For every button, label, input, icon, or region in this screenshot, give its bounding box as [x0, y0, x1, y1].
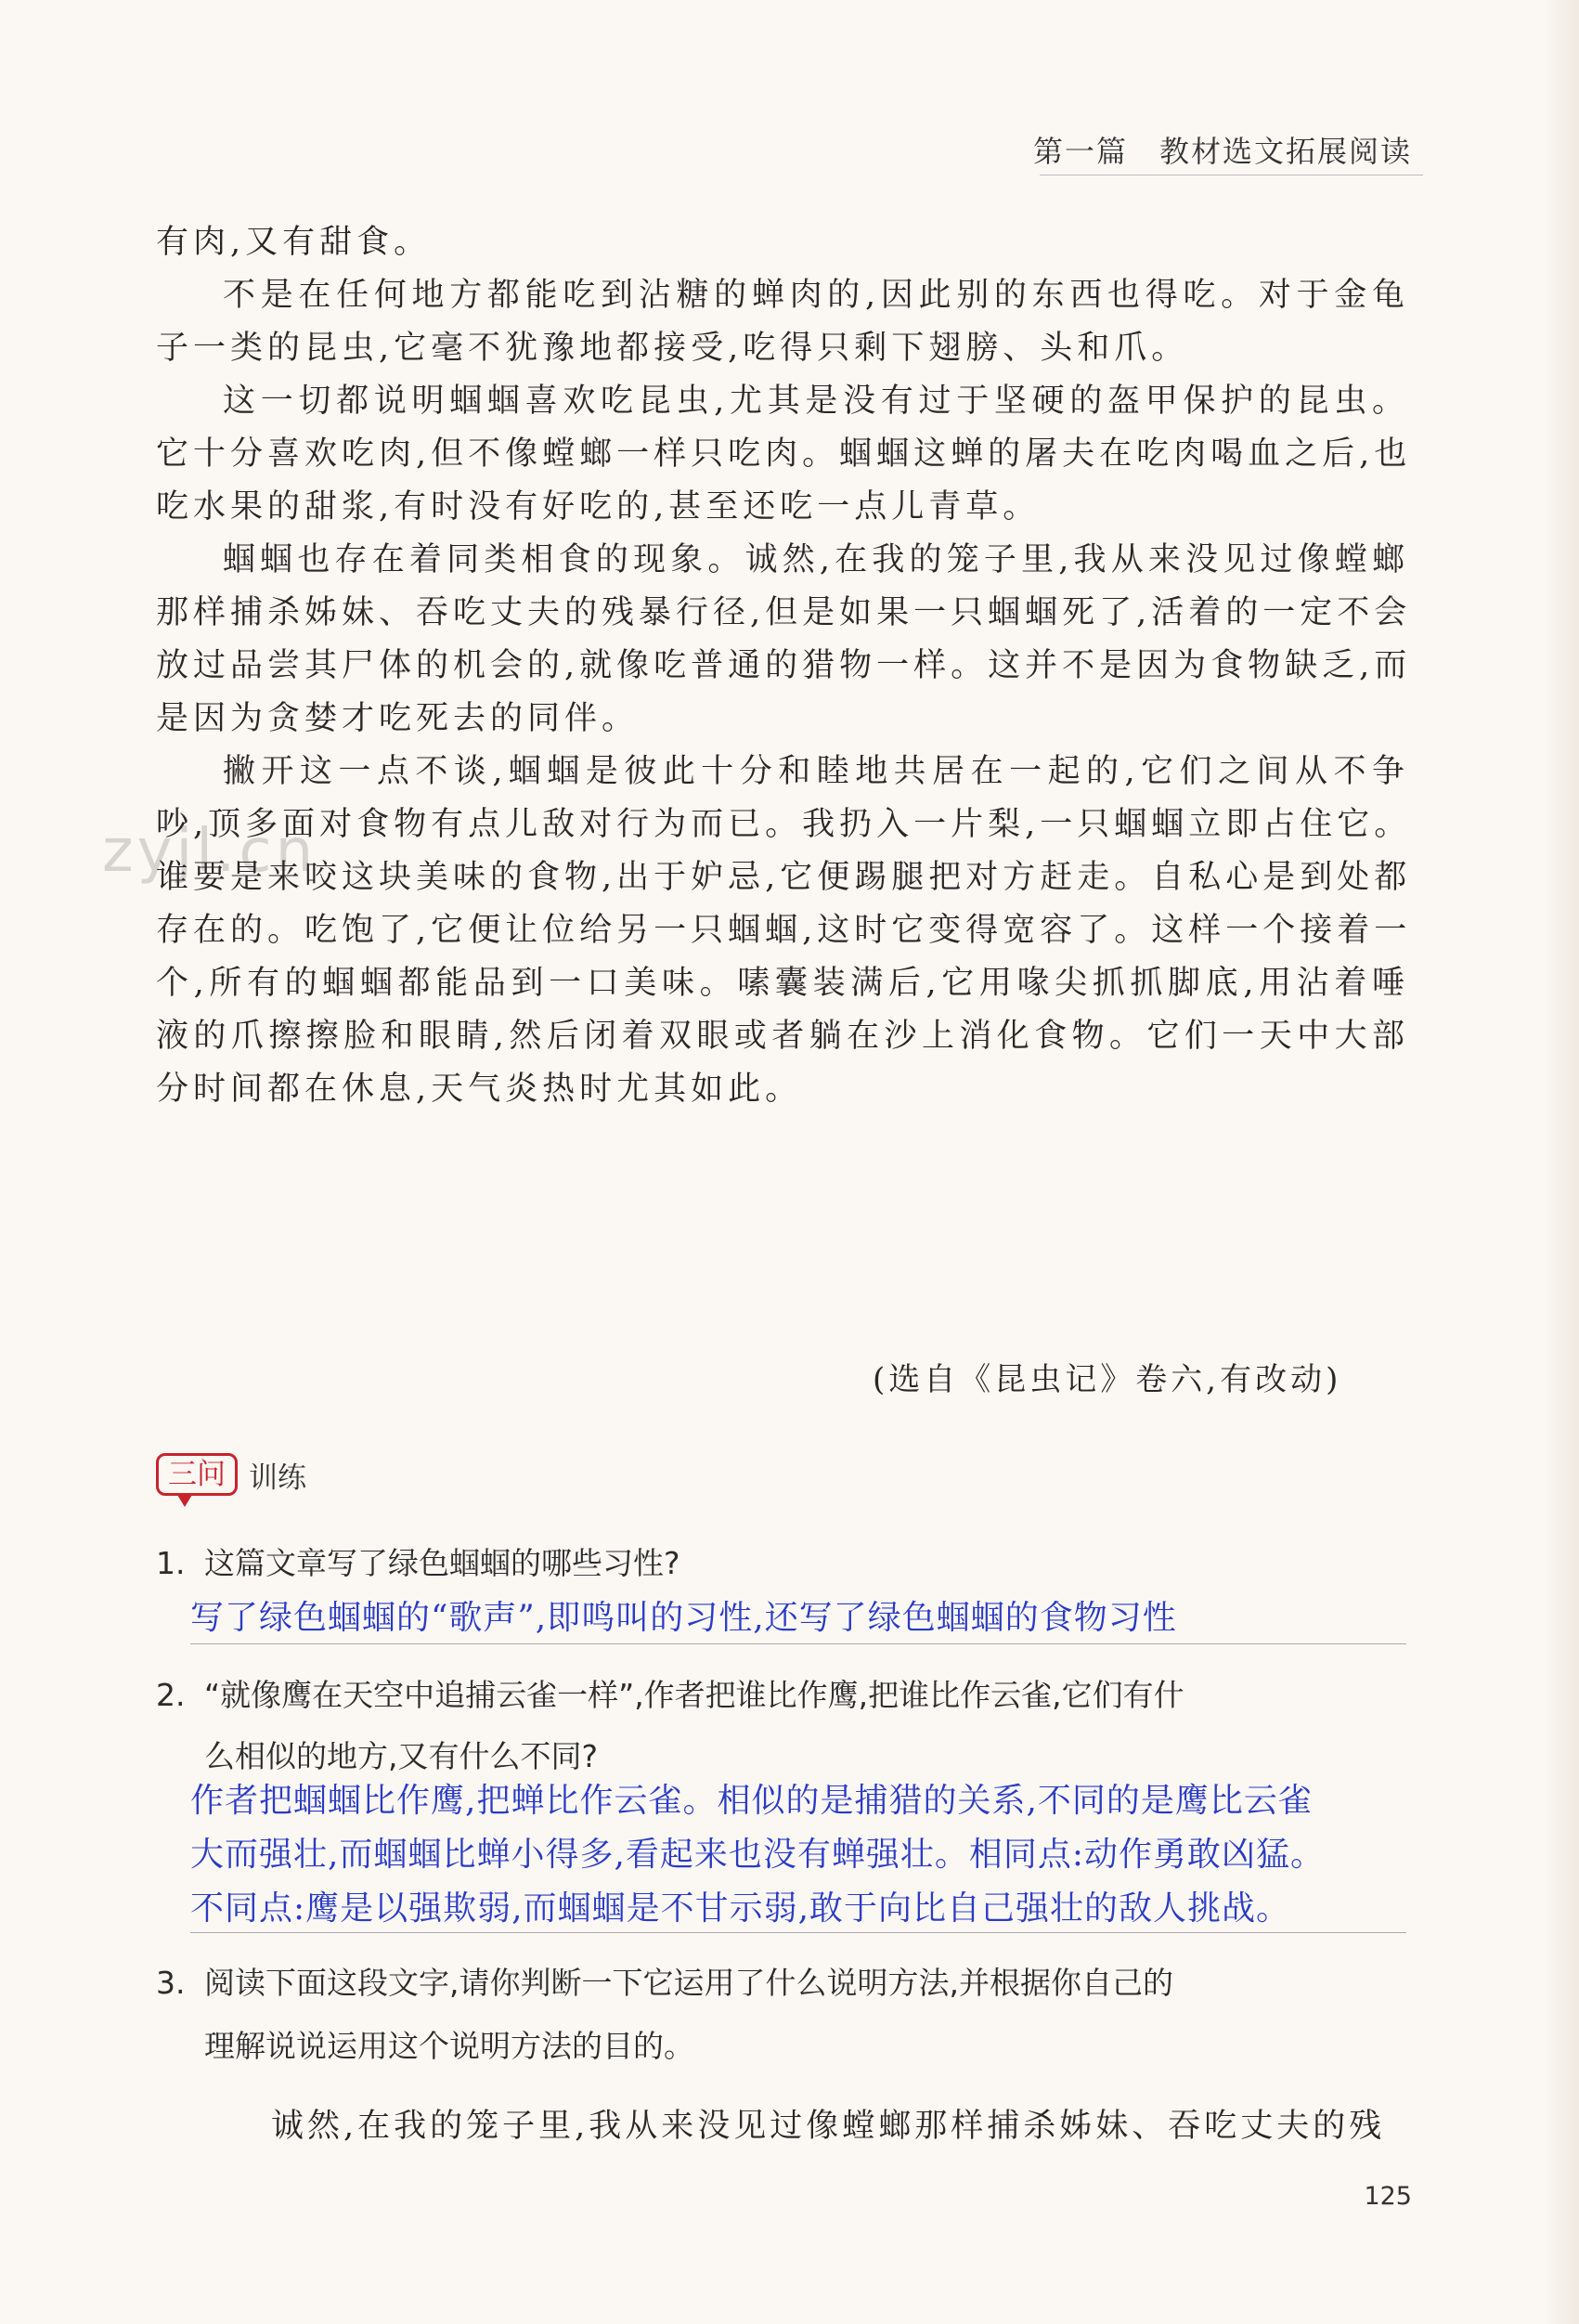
article-line: 这一切都说明蝈蝈喜欢吃昆虫,尤其是没有过于坚硬的盔甲保护的昆虫。 [223, 383, 1409, 420]
question-number: 3. [156, 1965, 186, 2001]
question-text: 阅读下面这段文字,请你判断一下它运用了什么说明方法,并根据你自己的 [204, 1965, 1173, 2001]
section-badge: 三问 [156, 1453, 238, 1496]
article-line: 谁要是来咬这块美味的食物,出于妒忌,它便踢腿把对方赶走。自私心是到处都 [156, 859, 1412, 896]
answer-rule [190, 1643, 1406, 1644]
article-line: 它十分喜欢吃肉,但不像螳螂一样只吃肉。蝈蝈这蝉的屠夫在吃肉喝血之后,也 [156, 435, 1412, 473]
article-line: 子一类的昆虫,它毫不犹豫地都接受,吃得只剩下翅膀、头和爪。 [156, 330, 1189, 367]
article-body [156, 216, 1412, 1116]
article-line: 吵,顶多面对食物有点儿敌对行为而已。我扔入一片梨,一只蝈蝈立即占住它。 [156, 806, 1412, 843]
question-text: “就像鹰在天空中追捕云雀一样”,作者把谁比作鹰,把谁比作云雀,它们有什 [204, 1677, 1184, 1713]
answer-2-line: 大而强壮,而蝈蝈比蝉小得多,看起来也没有蝉强壮。相同点:动作勇敢凶猛。 [190, 1836, 1326, 1874]
article-line: 撇开这一点不谈,蝈蝈是彼此十分和睦地共居在一起的,它们之间从不争 [223, 753, 1409, 790]
question-number: 1. [156, 1545, 186, 1581]
question-2 [156, 1673, 1184, 1718]
question-text: 这篇文章写了绿色蝈蝈的哪些习性? [204, 1545, 680, 1581]
answer-rule [190, 1932, 1406, 1933]
watermark: zyjl.cn [102, 817, 317, 886]
article-line: 不是在任何地方都能吃到沾糖的蝉肉的,因此别的东西也得吃。对于金龟 [223, 277, 1409, 314]
page-edge [1546, 0, 1579, 2324]
header-part: 第一篇 [1032, 134, 1128, 169]
question-3 [156, 1961, 1173, 2006]
section-heading [156, 1453, 306, 1500]
article-line: 蝈蝈也存在着同类相食的现象。诚然,在我的笼子里,我从来没见过像螳螂 [223, 541, 1409, 578]
section-title: 训练 [249, 1461, 306, 1495]
article-line: 分时间都在休息,天气炎热时尤其如此。 [156, 1071, 803, 1108]
question-1 [156, 1541, 680, 1586]
article-line: 那样捕杀姊妹、吞吃丈夫的残暴行径,但是如果一只蝈蝈死了,活着的一定不会 [156, 594, 1412, 631]
article-source: (选自《昆虫记》卷六,有改动) [873, 1361, 1342, 1398]
header-title: 教材选文拓展阅读 [1158, 134, 1412, 169]
article-line: 有肉,又有甜食。 [156, 224, 432, 261]
question-number: 2. [156, 1677, 186, 1713]
article-line: 放过品尝其尸体的机会的,就像吃普通的猎物一样。这并不是因为食物缺乏,而 [156, 647, 1412, 684]
question-2-cont: 么相似的地方,又有什么不同? [204, 1738, 599, 1774]
page-number: 125 [1364, 2182, 1412, 2211]
article-line: 是因为贪婪才吃死去的同伴。 [156, 700, 640, 737]
answer-2-line: 不同点:鹰是以强欺弱,而蝈蝈是不甘示弱,敢于向比自己强壮的敌人挑战。 [190, 1889, 1291, 1928]
question-3-passage: 诚然,在我的笼子里,我从来没见过像螳螂那样捕杀姊妹、吞吃丈夫的残 [271, 2108, 1386, 2145]
article-line: 个,所有的蝈蝈都能品到一口美味。嗉囊装满后,它用喙尖抓抓脚底,用沾着唾 [156, 965, 1409, 1002]
question-3-cont: 理解说说运用这个说明方法的目的。 [204, 2028, 694, 2064]
article-line: 存在的。吃饱了,它便让位给另一只蝈蝈,这时它变得宽容了。这样一个接着一 [156, 912, 1412, 949]
answer-2-line: 作者把蝈蝈比作鹰,把蝉比作云雀。相似的是捕猎的关系,不同的是鹰比云雀 [190, 1782, 1313, 1820]
answer-1-line: 写了绿色蝈蝈的“歌声”,即鸣叫的习性,还写了绿色蝈蝈的食物习性 [190, 1599, 1177, 1637]
running-header [1033, 128, 1412, 171]
article-line: 液的爪擦擦脸和眼睛,然后闭着双眼或者躺在沙上消化食物。它们一天中大部 [156, 1018, 1409, 1055]
article-line: 吃水果的甜浆,有时没有好吃的,甚至还吃一点儿青草。 [156, 488, 1041, 526]
